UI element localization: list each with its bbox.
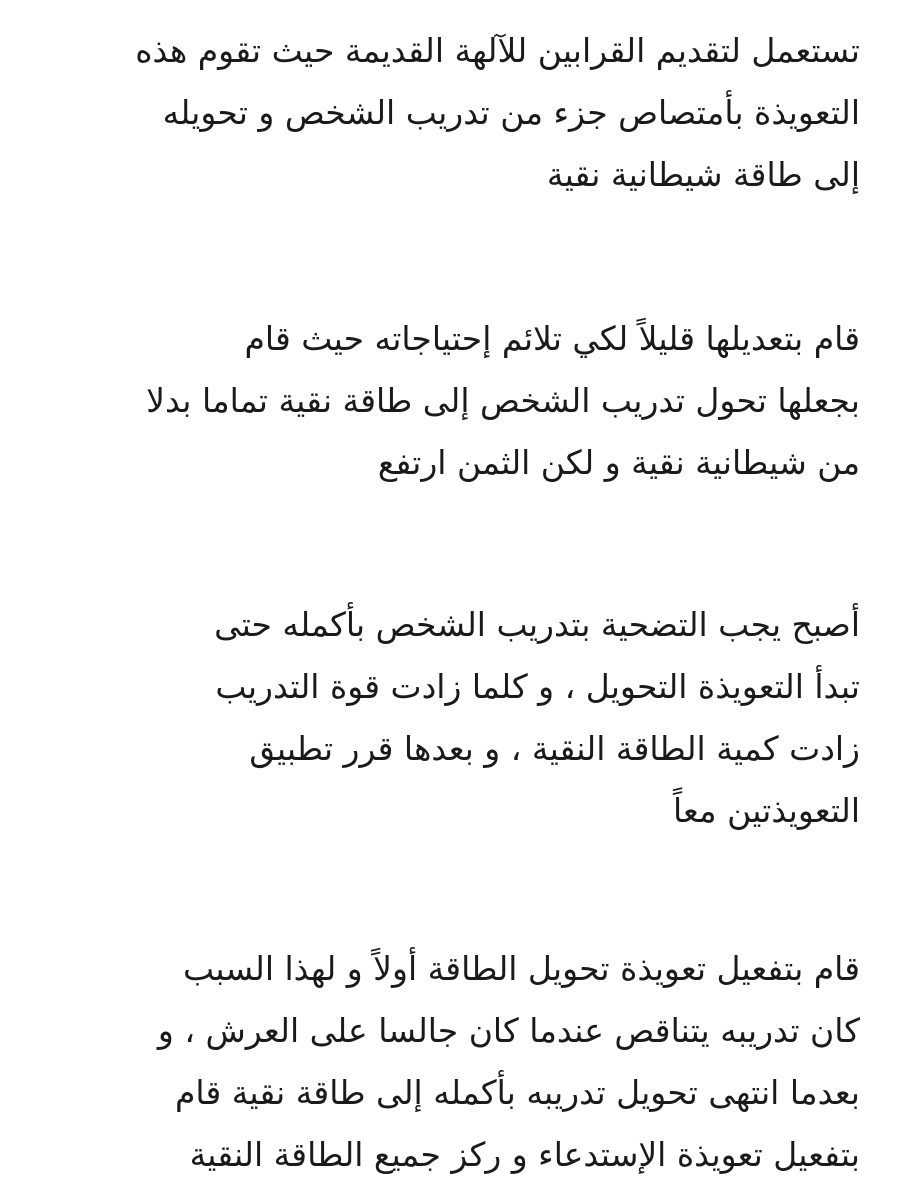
paragraph-line: كان تدريبه يتناقص عندما كان جالسا على العرش ، و [157, 1011, 860, 1050]
paragraph-4 [40, 938, 860, 1186]
paragraph-line: بجعلها تحول تدريب الشخص إلى طاقة نقية تماما بدلا [146, 381, 860, 420]
paragraph-line: إلى طاقة شيطانية نقية [546, 155, 860, 194]
paragraph-line: من شيطانية نقية و لكن الثمن ارتفع [377, 443, 860, 482]
paragraph-3 [40, 594, 860, 842]
paragraph-line: تبدأ التعويذة التحويل ، و كلما زادت قوة التدريب [215, 667, 860, 706]
paragraph-line: التعويذة بأمتصاص جزء من تدريب الشخص و تحويله [162, 93, 860, 132]
paragraph-line: بعدما انتهى تحويل تدريبه بأكمله إلى طاقة نقية قام [174, 1073, 860, 1112]
paragraph-line: تستعمل لتقديم القرابين للآلهة القديمة حيث تقوم هذه [135, 31, 860, 70]
paragraph-line: التعويذتين معاً [672, 791, 860, 830]
paragraph-line: أصبح يجب التضحية بتدريب الشخص بأكمله حتى [214, 605, 860, 644]
paragraph-line: قام بتعديلها قليلاً لكي تلائم إحتياجاته حيث قام [244, 319, 860, 358]
paragraph-line: بتفعيل تعويذة الإستدعاء و ركز جميع الطاقة النقية [189, 1135, 860, 1174]
paragraph-line: قام بتفعيل تعويذة تحويل الطاقة أولاً و لهذا السبب [183, 949, 860, 988]
paragraph-2 [40, 308, 860, 494]
paragraph-1 [40, 20, 860, 206]
paragraph-line: زادت كمية الطاقة النقية ، و بعدها قرر تطبيق [249, 729, 860, 768]
